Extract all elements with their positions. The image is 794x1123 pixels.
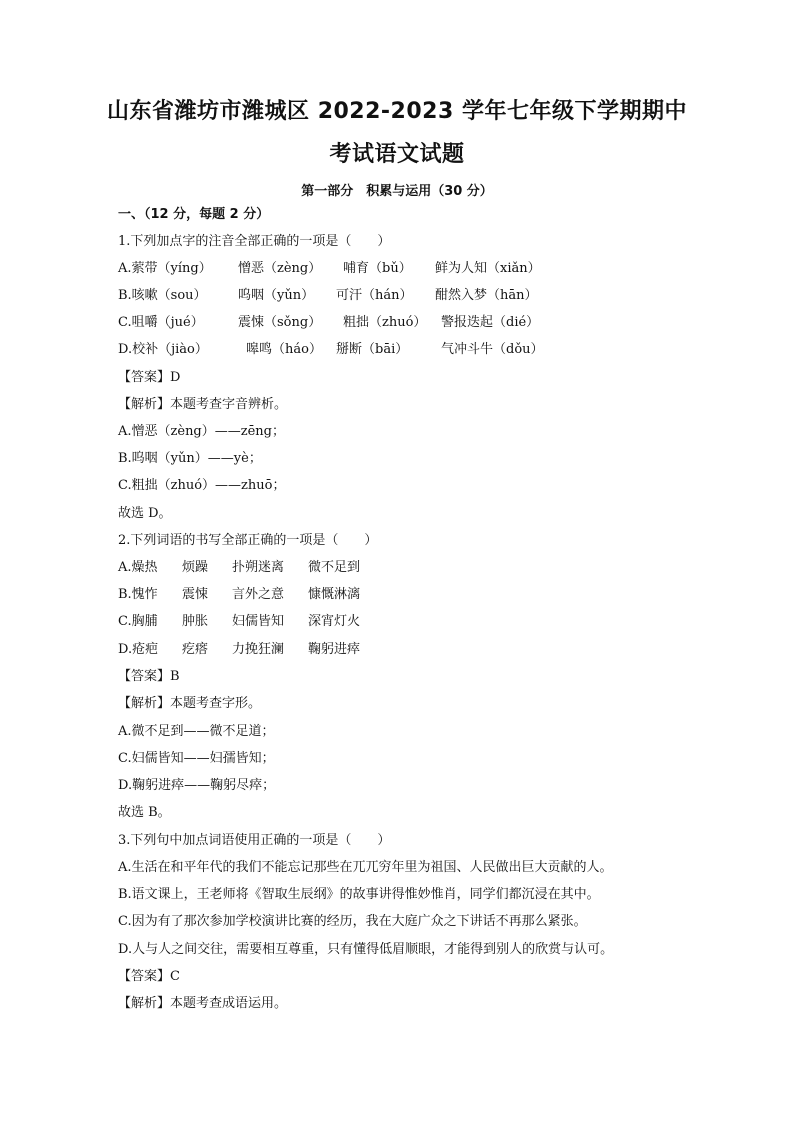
q1-a-3: 哺育（bǔ） xyxy=(343,261,412,276)
q1-b-3: 可汗（hán） xyxy=(336,288,413,303)
section-heading: 一、（12 分，每题 2 分） xyxy=(118,207,270,222)
q2-option-c xyxy=(118,612,518,632)
q2-a-3: 扑朔迷离 xyxy=(232,560,285,575)
q2-d-4: 鞠躬进瘁 xyxy=(308,642,361,657)
q1-b-2: 呜咽（yǔn） xyxy=(238,288,315,303)
q2-option-d xyxy=(118,640,518,660)
q1-note-1: A.憎恶（zèng）——zēng； xyxy=(118,424,285,439)
q3-option-d: D.人与人之间交往，需要相互尊重，只有懂得低眉顺眼，才能得到别人的欣赏与认可。 xyxy=(118,942,614,957)
q1-option-a xyxy=(118,259,618,279)
q2-a-4: 微不足到 xyxy=(308,560,361,575)
part-heading: 第一部分 积累与运用（30 分） xyxy=(301,184,493,199)
q1-stem: 1.下列加点字的注音全部正确的一项是（ ） xyxy=(118,234,391,249)
q2-option-a xyxy=(118,558,518,578)
q2-d-3: 力挽狂澜 xyxy=(232,642,285,657)
q1-d-4: 气冲斗牛（dǒu） xyxy=(441,342,544,357)
q1-c-3: 粗拙（zhuó） xyxy=(343,315,427,330)
title-line-2: 考试语文试题 xyxy=(329,142,465,167)
q1-c-1: C.咀嚼（jué） xyxy=(118,315,204,330)
q1-option-c xyxy=(118,313,618,333)
q1-d-1: D.校补（jiào） xyxy=(118,342,208,357)
q2-b-4: 慷慨淋漓 xyxy=(308,587,361,602)
q2-d-1: D.疮疤 xyxy=(118,642,159,657)
q2-note-1: A.微不足到——微不足道； xyxy=(118,724,275,739)
q3-option-b: B.语文课上，王老师将《智取生辰纲》的故事讲得惟妙惟肖，同学们都沉浸在其中。 xyxy=(118,887,600,902)
q1-note-4: 故选 D。 xyxy=(118,506,172,521)
q1-d-3: 掰断（bāi） xyxy=(336,342,409,357)
q1-option-b xyxy=(118,286,618,306)
q1-note-3: C.粗拙（zhuó）——zhuō； xyxy=(118,478,286,493)
q2-note-3: D.鞠躬进瘁——鞠躬尽瘁； xyxy=(118,778,276,793)
q2-answer: 【答案】B xyxy=(118,669,180,684)
q2-note-2: C.妇儒皆知——妇孺皆知； xyxy=(118,751,275,766)
q3-option-c: C.因为有了那次参加学校演讲比赛的经历，我在大庭广众之下讲话不再那么紧张。 xyxy=(118,914,587,929)
q1-b-4: 酣然入梦（hān） xyxy=(435,288,538,303)
q2-a-1: A.燥热 xyxy=(118,560,158,575)
q1-note-2: B.呜咽（yǔn）——yè； xyxy=(118,451,262,466)
q2-stem: 2.下列词语的书写全部正确的一项是（ ） xyxy=(118,533,378,548)
q2-c-2: 肿胀 xyxy=(182,614,209,629)
q2-note-4: 故选 B。 xyxy=(118,805,171,820)
q3-stem: 3.下列句中加点词语使用正确的一项是（ ） xyxy=(118,833,391,848)
q3-analysis: 【解析】本题考查成语运用。 xyxy=(118,996,288,1011)
q1-c-4: 警报迭起（dié） xyxy=(441,315,540,330)
q1-analysis: 【解析】本题考查字音辨析。 xyxy=(118,397,288,412)
q1-a-1: A.萦带（yíng） xyxy=(118,261,212,276)
q2-c-1: C.胸脯 xyxy=(118,614,158,629)
q2-c-4: 深宵灯火 xyxy=(308,614,361,629)
q1-a-2: 憎恶（zèng） xyxy=(238,261,322,276)
q2-d-2: 疙瘩 xyxy=(182,642,209,657)
q1-answer: 【答案】D xyxy=(118,370,181,385)
q1-d-2: 嗥鸣（háo） xyxy=(246,342,322,357)
q1-c-2: 震悚（sǒng） xyxy=(238,315,322,330)
q2-b-1: B.愧怍 xyxy=(118,587,158,602)
q3-option-a: A.生活在和平年代的我们不能忘记那些在兀兀穷年里为祖国、人民做出巨大贡献的人。 xyxy=(118,860,613,875)
q1-a-4: 鲜为人知（xiǎn） xyxy=(435,261,541,276)
q1-b-1: B.咳嗽（sou） xyxy=(118,288,207,303)
q1-option-d xyxy=(118,340,618,360)
title-line-1: 山东省潍坊市潍城区 2022-2023 学年七年级下学期期中 xyxy=(107,99,687,124)
q2-a-2: 烦躁 xyxy=(182,560,209,575)
q2-analysis: 【解析】本题考查字形。 xyxy=(118,696,262,711)
q2-b-2: 震悚 xyxy=(182,587,209,602)
q3-answer: 【答案】C xyxy=(118,969,180,984)
q2-option-b xyxy=(118,585,518,605)
q2-b-3: 言外之意 xyxy=(232,587,285,602)
q2-c-3: 妇儒皆知 xyxy=(232,614,285,629)
